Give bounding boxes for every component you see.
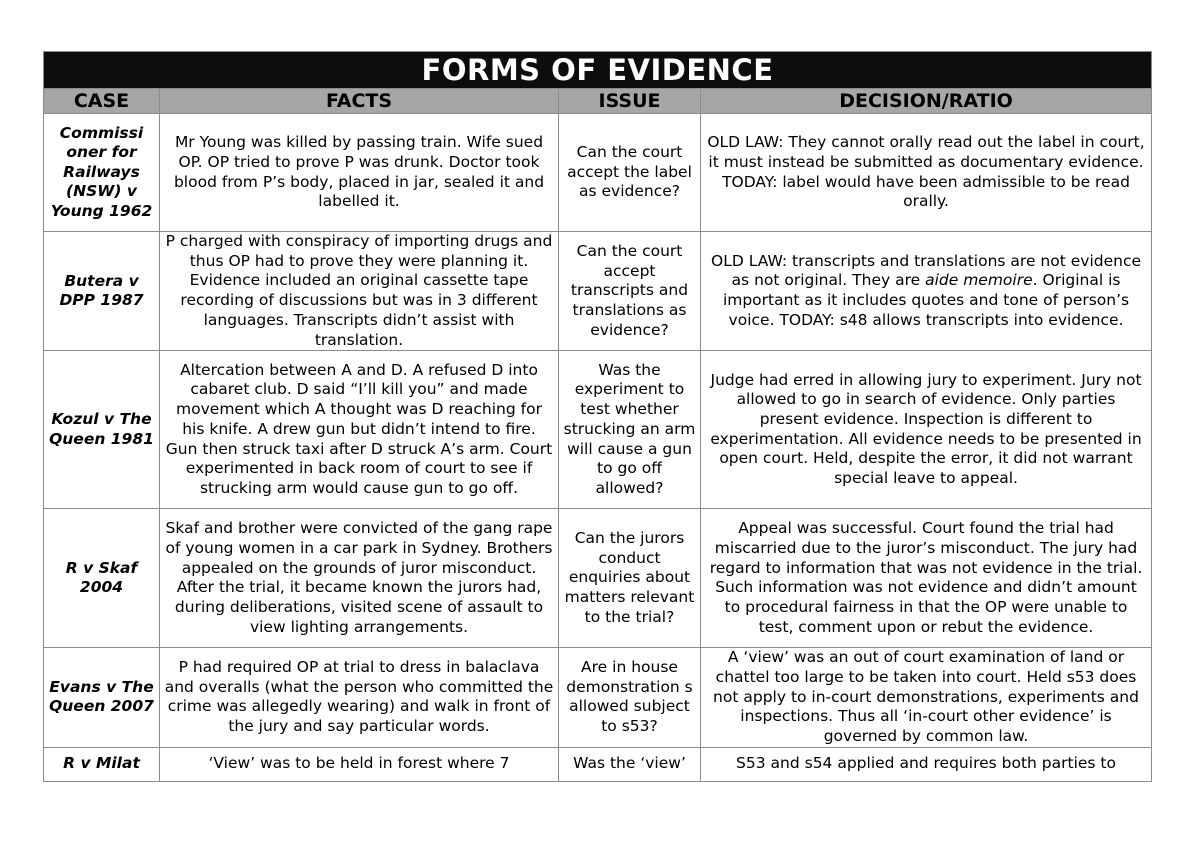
issue-cell: Can the court accept the label as evidence? [559, 114, 701, 232]
decision-text: OLD LAW: transcripts and translations are not evidence as not original. They are [711, 251, 1142, 290]
table-row [44, 509, 1152, 648]
case-name: R v Skaf 2004 [44, 509, 160, 648]
facts-cell: Skaf and brother were convicted of the gang rape of young women in a car park in Sydney. Brothers appealed on the grounds of juror misconduct. After the trial, it became known the jurors had, during deliberations, visited scene of assault to view lighting arrangements. [160, 509, 559, 648]
case-name: Kozul v The Queen 1981 [44, 351, 160, 509]
issue-cell: Are in house demonstration s allowed subject to s53? [559, 648, 701, 748]
table-row [44, 232, 1152, 351]
facts-cell: ‘View’ was to be held in forest where 7 [160, 747, 559, 781]
header-case: CASE [44, 89, 160, 114]
header-facts: FACTS [160, 89, 559, 114]
decision-cell [701, 232, 1152, 351]
issue-cell: Can the court accept transcripts and translations as evidence? [559, 232, 701, 351]
table-row [44, 351, 1152, 509]
facts-cell: P charged with conspiracy of importing drugs and thus OP had to prove they were planning it. Evidence included an original cassette tape recording of discussions but was in 3 different languages. Transcripts didn’t assist with translation. [160, 232, 559, 351]
title-row [44, 52, 1152, 89]
facts-cell: P had required OP at trial to dress in balaclava and overalls (what the person who committed the crime was allegedly wearing) and walk in front of the jury and say particular words. [160, 648, 559, 748]
issue-cell: Was the experiment to test whether strucking an arm will cause a gun to go off allowed? [559, 351, 701, 509]
case-name: Evans v The Queen 2007 [44, 648, 160, 748]
facts-cell: Altercation between A and D. A refused D into cabaret club. D said “I’ll kill you” and made movement which A thought was D reaching for his knife. A drew gun but didn’t intend to fire. Gun then struck taxi after D struck A’s arm. Court experimented in back room of court to see if strucking arm would cause gun to go off. [160, 351, 559, 509]
table-title: FORMS OF EVIDENCE [44, 52, 1152, 89]
decision-italic-term: aide memoire [925, 271, 1033, 290]
table-row [44, 114, 1152, 232]
issue-cell: Was the ‘view’ [559, 747, 701, 781]
decision-cell: OLD LAW: They cannot orally read out the label in court, it must instead be submitted as documentary evidence. TODAY: label would have been admissible to be read orally. [701, 114, 1152, 232]
header-row [44, 89, 1152, 114]
decision-text: . Original is important as it includes quotes and tone of person’s voice. TODAY: s48 allows transcripts into evidence. [722, 271, 1130, 329]
case-name: Commissi oner for Railways (NSW) v Young 1962 [44, 114, 160, 232]
table-row [44, 747, 1152, 781]
decision-cell: A ‘view’ was an out of court examination of land or chattel too large to be taken into court. Held s53 does not apply to in-court demonstrations, experiments and inspections. Thus all ‘in-court other evidence’ is governed by common law. [701, 648, 1152, 748]
decision-cell: Appeal was successful. Court found the trial had miscarried due to the juror’s misconduct. The jury had regard to information that was not evidence in the trial. Such information was not evidence and didn’t amount to procedural fairness in that the OP were unable to test, comment upon or rebut the evidence. [701, 509, 1152, 648]
header-issue: ISSUE [559, 89, 701, 114]
evidence-table [43, 51, 1152, 782]
case-name: R v Milat [44, 747, 160, 781]
decision-cell: Judge had erred in allowing jury to experiment. Jury not allowed to go in search of evidence. Only parties present evidence. Inspection is different to experimentation. All evidence needs to be presented in open court. Held, despite the error, it did not warrant special leave to appeal. [701, 351, 1152, 509]
table-row [44, 648, 1152, 748]
decision-cell: S53 and s54 applied and requires both parties to [701, 747, 1152, 781]
header-decision: DECISION/RATIO [701, 89, 1152, 114]
facts-cell: Mr Young was killed by passing train. Wife sued OP. OP tried to prove P was drunk. Doctor took blood from P’s body, placed in jar, sealed it and labelled it. [160, 114, 559, 232]
issue-cell: Can the jurors conduct enquiries about matters relevant to the trial? [559, 509, 701, 648]
case-name: Butera v DPP 1987 [44, 232, 160, 351]
